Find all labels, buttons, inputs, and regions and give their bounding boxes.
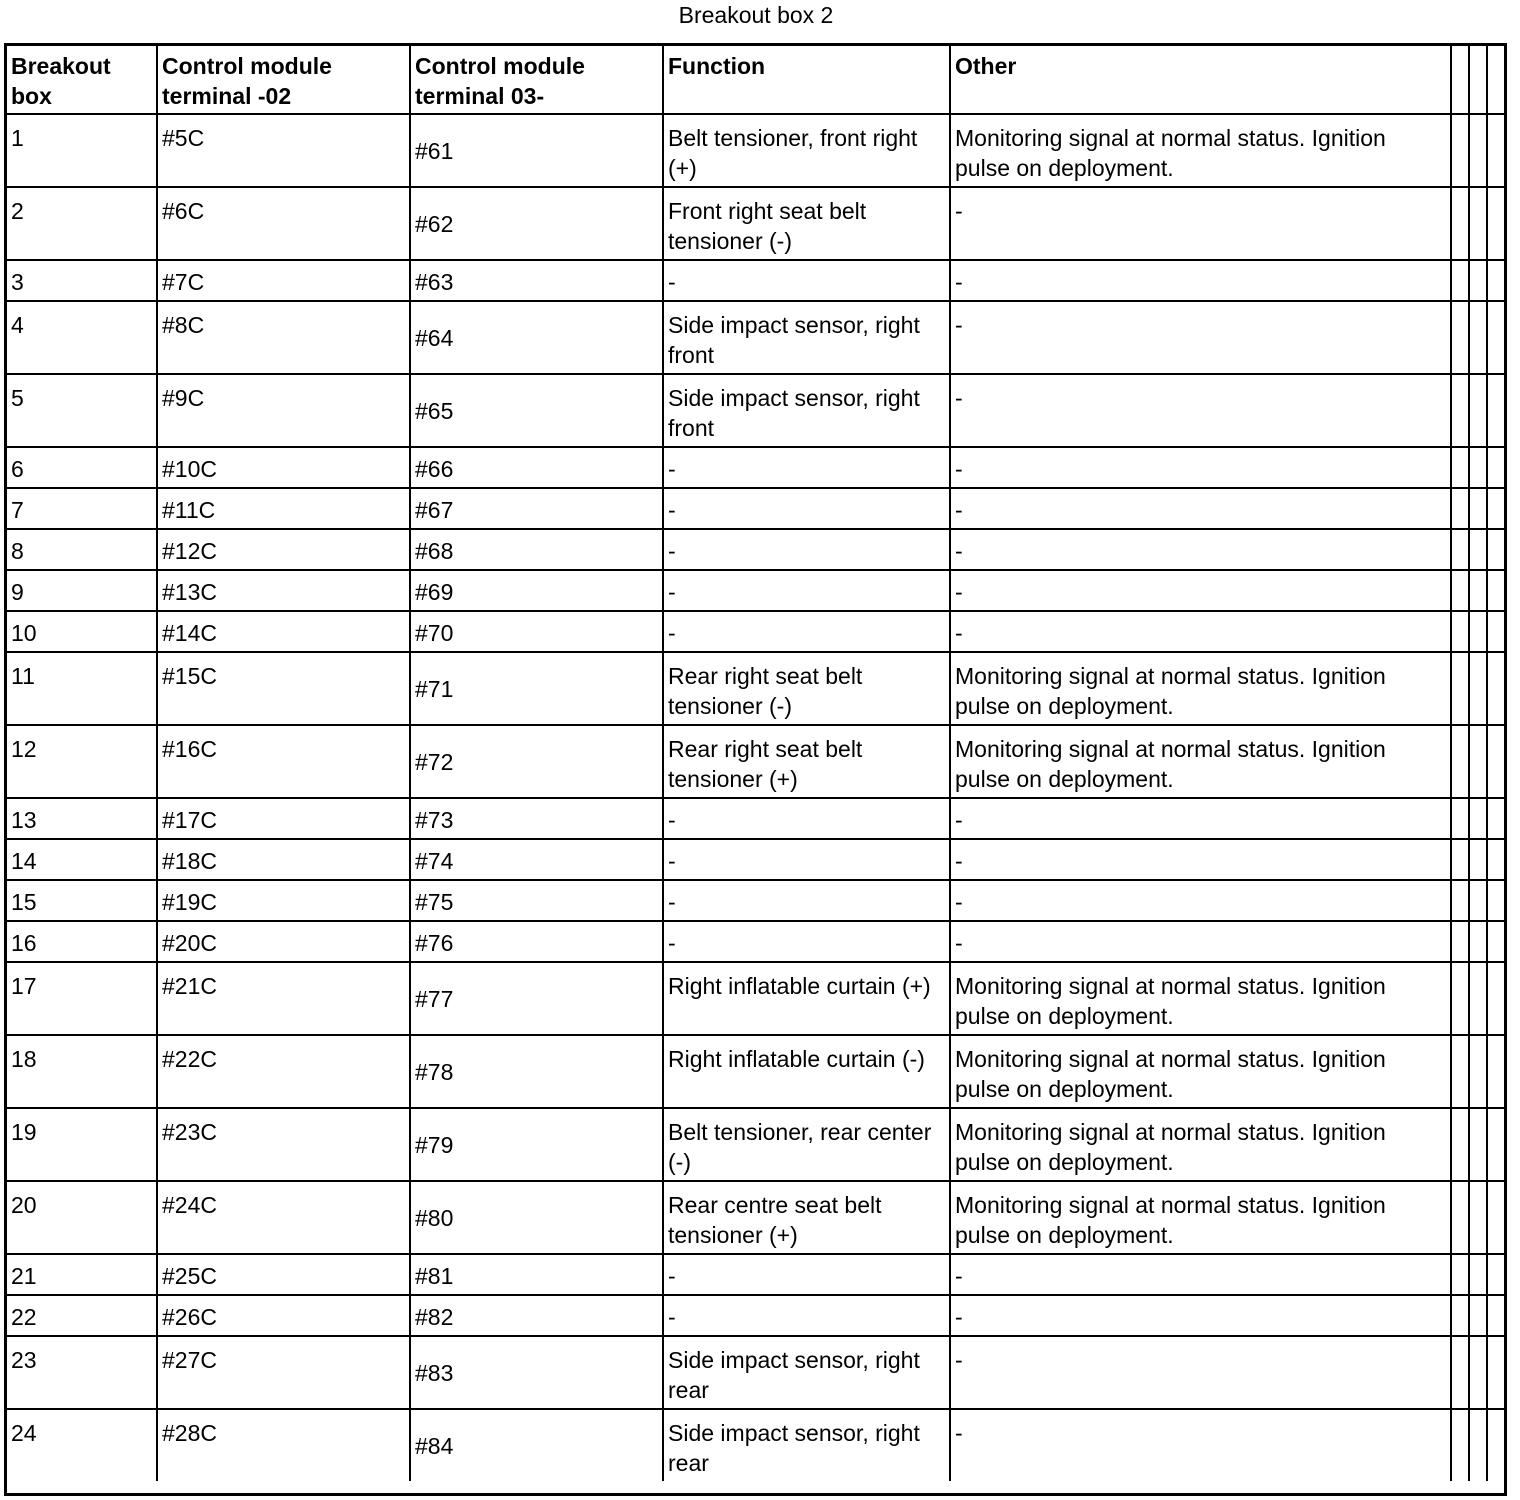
cell-terminal-03: #61	[410, 114, 663, 187]
cell-terminal-02: #23C	[157, 1108, 410, 1181]
cell-terminal-02: #21C	[157, 962, 410, 1035]
header-terminal-02: Control module terminal -02	[157, 46, 410, 114]
cell-function: Side impact sensor, right rear	[663, 1409, 950, 1481]
table-row	[7, 374, 1504, 447]
cell-function: -	[663, 880, 950, 921]
spacer-cell	[1469, 529, 1487, 570]
cell-function: -	[663, 447, 950, 488]
spacer-cell	[1469, 921, 1487, 962]
cell-terminal-02: #18C	[157, 839, 410, 880]
cell-function: -	[663, 570, 950, 611]
cell-terminal-02: #14C	[157, 611, 410, 652]
table-row	[7, 921, 1504, 962]
cell-breakout-box: 20	[7, 1181, 157, 1254]
cell-other: -	[950, 921, 1451, 962]
cell-terminal-03: #76	[410, 921, 663, 962]
spacer-cell	[1487, 1295, 1504, 1336]
spacer-cell	[1487, 1181, 1504, 1254]
spacer-cell	[1487, 652, 1504, 725]
table-row	[7, 962, 1504, 1035]
cell-terminal-03: #75	[410, 880, 663, 921]
spacer-cell	[1451, 652, 1469, 725]
cell-function: Front right seat belt tensioner (-)	[663, 187, 950, 260]
cell-breakout-box: 7	[7, 488, 157, 529]
cell-terminal-02: #28C	[157, 1409, 410, 1481]
cell-terminal-02: #20C	[157, 921, 410, 962]
spacer-cell	[1451, 301, 1469, 374]
spacer-cell	[1451, 1108, 1469, 1181]
spacer-cell	[1487, 611, 1504, 652]
cell-breakout-box: 18	[7, 1035, 157, 1108]
cell-terminal-02: #22C	[157, 1035, 410, 1108]
cell-function: -	[663, 611, 950, 652]
spacer-cell	[1451, 725, 1469, 798]
spacer-cell	[1451, 880, 1469, 921]
spacer-cell	[1451, 529, 1469, 570]
header-spacer-column	[1487, 46, 1504, 114]
cell-terminal-03: #64	[410, 301, 663, 374]
cell-function: Belt tensioner, front right (+)	[663, 114, 950, 187]
cell-other: -	[950, 374, 1451, 447]
cell-terminal-02: #11C	[157, 488, 410, 529]
table-row	[7, 447, 1504, 488]
spacer-cell	[1487, 1254, 1504, 1295]
table-caption: Breakout box 2	[678, 2, 834, 28]
spacer-cell	[1451, 921, 1469, 962]
cell-other: Monitoring signal at normal status. Ignition pulse on deployment.	[950, 652, 1451, 725]
cell-function: -	[663, 1295, 950, 1336]
spacer-cell	[1451, 962, 1469, 1035]
table-row	[7, 1295, 1504, 1336]
table-row	[7, 260, 1504, 301]
cell-other: Monitoring signal at normal status. Ignition pulse on deployment.	[950, 114, 1451, 187]
cell-breakout-box: 8	[7, 529, 157, 570]
cell-breakout-box: 21	[7, 1254, 157, 1295]
cell-breakout-box: 10	[7, 611, 157, 652]
spacer-cell	[1469, 1336, 1487, 1409]
spacer-cell	[1451, 114, 1469, 187]
header-row	[7, 46, 1504, 114]
cell-terminal-03: #67	[410, 488, 663, 529]
cell-function: Right inflatable curtain (+)	[663, 962, 950, 1035]
cell-other: -	[950, 1295, 1451, 1336]
cell-other: Monitoring signal at normal status. Ignition pulse on deployment.	[950, 725, 1451, 798]
spacer-cell	[1469, 798, 1487, 839]
cell-other: -	[950, 570, 1451, 611]
cell-breakout-box: 9	[7, 570, 157, 611]
cell-function: Side impact sensor, right rear	[663, 1336, 950, 1409]
cell-terminal-02: #24C	[157, 1181, 410, 1254]
cell-other: -	[950, 611, 1451, 652]
cell-other: -	[950, 529, 1451, 570]
cell-terminal-02: #6C	[157, 187, 410, 260]
spacer-cell	[1469, 1295, 1487, 1336]
cell-breakout-box: 15	[7, 880, 157, 921]
spacer-cell	[1487, 570, 1504, 611]
cell-breakout-box: 19	[7, 1108, 157, 1181]
cell-terminal-02: #17C	[157, 798, 410, 839]
cell-other: -	[950, 839, 1451, 880]
cell-other: -	[950, 488, 1451, 529]
cell-terminal-03: #80	[410, 1181, 663, 1254]
cell-terminal-03: #71	[410, 652, 663, 725]
spacer-cell	[1469, 1254, 1487, 1295]
cell-terminal-03: #78	[410, 1035, 663, 1108]
spacer-cell	[1451, 798, 1469, 839]
cell-breakout-box: 5	[7, 374, 157, 447]
cell-function: Side impact sensor, right front	[663, 374, 950, 447]
cell-terminal-02: #7C	[157, 260, 410, 301]
cell-function: Rear right seat belt tensioner (+)	[663, 725, 950, 798]
table-row	[7, 301, 1504, 374]
spacer-cell	[1469, 1409, 1487, 1481]
spacer-cell	[1451, 1295, 1469, 1336]
spacer-cell	[1487, 529, 1504, 570]
spacer-cell	[1469, 374, 1487, 447]
cell-terminal-02: #19C	[157, 880, 410, 921]
cell-terminal-02: #13C	[157, 570, 410, 611]
table-row	[7, 798, 1504, 839]
cell-other: Monitoring signal at normal status. Ignition pulse on deployment.	[950, 962, 1451, 1035]
spacer-cell	[1469, 488, 1487, 529]
spacer-cell	[1469, 1035, 1487, 1108]
cell-terminal-03: #69	[410, 570, 663, 611]
cell-other: -	[950, 187, 1451, 260]
table-row	[7, 611, 1504, 652]
spacer-cell	[1451, 374, 1469, 447]
header-spacer-column	[1469, 46, 1487, 114]
spacer-cell	[1451, 447, 1469, 488]
cell-terminal-03: #79	[410, 1108, 663, 1181]
spacer-cell	[1451, 570, 1469, 611]
cell-function: -	[663, 260, 950, 301]
cell-terminal-03: #68	[410, 529, 663, 570]
cell-terminal-02: #15C	[157, 652, 410, 725]
spacer-cell	[1469, 447, 1487, 488]
table-row	[7, 652, 1504, 725]
header-other: Other	[950, 46, 1451, 114]
table-row	[7, 114, 1504, 187]
table-row	[7, 488, 1504, 529]
cell-function: Right inflatable curtain (-)	[663, 1035, 950, 1108]
spacer-cell	[1469, 839, 1487, 880]
cell-terminal-03: #81	[410, 1254, 663, 1295]
cell-other: -	[950, 1409, 1451, 1481]
cell-terminal-03: #72	[410, 725, 663, 798]
spacer-cell	[1451, 1409, 1469, 1481]
cell-terminal-03: #84	[410, 1409, 663, 1481]
spacer-cell	[1451, 187, 1469, 260]
cell-terminal-03: #73	[410, 798, 663, 839]
header-breakout-box: Breakout box	[7, 46, 157, 114]
cell-terminal-03: #65	[410, 374, 663, 447]
spacer-cell	[1487, 114, 1504, 187]
cell-terminal-03: #63	[410, 260, 663, 301]
cell-other: -	[950, 1254, 1451, 1295]
cell-breakout-box: 11	[7, 652, 157, 725]
cell-breakout-box: 2	[7, 187, 157, 260]
cell-other: Monitoring signal at normal status. Ignition pulse on deployment.	[950, 1181, 1451, 1254]
cell-breakout-box: 13	[7, 798, 157, 839]
cell-breakout-box: 4	[7, 301, 157, 374]
spacer-cell	[1469, 187, 1487, 260]
spacer-cell	[1487, 962, 1504, 1035]
cell-other: -	[950, 447, 1451, 488]
spacer-cell	[1469, 962, 1487, 1035]
spacer-cell	[1451, 1181, 1469, 1254]
cell-breakout-box: 14	[7, 839, 157, 880]
spacer-cell	[1451, 839, 1469, 880]
cell-function: Side impact sensor, right front	[663, 301, 950, 374]
header-function: Function	[663, 46, 950, 114]
header-spacer-column	[1451, 46, 1469, 114]
cell-terminal-02: #16C	[157, 725, 410, 798]
cell-other: -	[950, 1336, 1451, 1409]
cell-terminal-02: #10C	[157, 447, 410, 488]
spacer-cell	[1451, 1254, 1469, 1295]
table-row	[7, 570, 1504, 611]
cell-breakout-box: 22	[7, 1295, 157, 1336]
cell-terminal-02: #25C	[157, 1254, 410, 1295]
spacer-cell	[1469, 611, 1487, 652]
spacer-cell	[1487, 260, 1504, 301]
table-row	[7, 1336, 1504, 1409]
cell-breakout-box: 17	[7, 962, 157, 1035]
spacer-cell	[1487, 1336, 1504, 1409]
cell-breakout-box: 3	[7, 260, 157, 301]
spacer-cell	[1487, 1035, 1504, 1108]
cell-function: Rear right seat belt tensioner (-)	[663, 652, 950, 725]
spacer-cell	[1487, 921, 1504, 962]
spacer-cell	[1487, 1409, 1504, 1481]
spacer-cell	[1487, 301, 1504, 374]
cell-terminal-02: #27C	[157, 1336, 410, 1409]
cell-function: -	[663, 921, 950, 962]
cell-breakout-box: 24	[7, 1409, 157, 1481]
spacer-cell	[1469, 1181, 1487, 1254]
cell-function: Belt tensioner, rear center (-)	[663, 1108, 950, 1181]
spacer-cell	[1469, 880, 1487, 921]
cell-breakout-box: 23	[7, 1336, 157, 1409]
cell-terminal-03: #66	[410, 447, 663, 488]
table-row	[7, 1108, 1504, 1181]
cell-terminal-02: #26C	[157, 1295, 410, 1336]
spacer-cell	[1487, 839, 1504, 880]
table-row	[7, 1035, 1504, 1108]
cell-breakout-box: 12	[7, 725, 157, 798]
table-body	[7, 114, 1504, 1481]
table-row	[7, 187, 1504, 260]
cell-terminal-03: #83	[410, 1336, 663, 1409]
cell-terminal-03: #77	[410, 962, 663, 1035]
cell-terminal-03: #70	[410, 611, 663, 652]
cell-other: -	[950, 880, 1451, 921]
table-row	[7, 1409, 1504, 1481]
spacer-cell	[1451, 260, 1469, 301]
spacer-cell	[1469, 301, 1487, 374]
cell-terminal-02: #8C	[157, 301, 410, 374]
table-row	[7, 880, 1504, 921]
cell-breakout-box: 1	[7, 114, 157, 187]
breakout-box-table	[7, 46, 1504, 1481]
spacer-cell	[1487, 725, 1504, 798]
cell-terminal-02: #5C	[157, 114, 410, 187]
spacer-cell	[1469, 260, 1487, 301]
cell-other: Monitoring signal at normal status. Ignition pulse on deployment.	[950, 1035, 1451, 1108]
spacer-cell	[1469, 725, 1487, 798]
spacer-cell	[1487, 1108, 1504, 1181]
cell-function: -	[663, 529, 950, 570]
spacer-cell	[1487, 488, 1504, 529]
spacer-cell	[1487, 798, 1504, 839]
cell-function: -	[663, 1254, 950, 1295]
cell-terminal-03: #74	[410, 839, 663, 880]
spacer-cell	[1487, 187, 1504, 260]
cell-other: Monitoring signal at normal status. Ignition pulse on deployment.	[950, 1108, 1451, 1181]
spacer-cell	[1451, 1035, 1469, 1108]
spacer-cell	[1469, 652, 1487, 725]
cell-function: -	[663, 839, 950, 880]
table-row	[7, 529, 1504, 570]
spacer-cell	[1487, 880, 1504, 921]
spacer-cell	[1451, 611, 1469, 652]
table-row	[7, 1254, 1504, 1295]
spacer-cell	[1451, 1336, 1469, 1409]
spacer-cell	[1451, 488, 1469, 529]
cell-terminal-02: #12C	[157, 529, 410, 570]
cell-other: -	[950, 260, 1451, 301]
cell-function: -	[663, 798, 950, 839]
spacer-cell	[1469, 1108, 1487, 1181]
spacer-cell	[1469, 570, 1487, 611]
cell-other: -	[950, 798, 1451, 839]
table-row	[7, 839, 1504, 880]
cell-function: -	[663, 488, 950, 529]
spacer-cell	[1469, 114, 1487, 187]
table-row	[7, 725, 1504, 798]
header-terminal-03: Control module terminal 03-	[410, 46, 663, 114]
cell-terminal-03: #62	[410, 187, 663, 260]
cell-terminal-03: #82	[410, 1295, 663, 1336]
cell-breakout-box: 6	[7, 447, 157, 488]
table-row	[7, 1181, 1504, 1254]
spacer-cell	[1487, 447, 1504, 488]
spacer-cell	[1487, 374, 1504, 447]
cell-terminal-02: #9C	[157, 374, 410, 447]
cell-breakout-box: 16	[7, 921, 157, 962]
cell-other: -	[950, 301, 1451, 374]
cell-function: Rear centre seat belt tensioner (+)	[663, 1181, 950, 1254]
